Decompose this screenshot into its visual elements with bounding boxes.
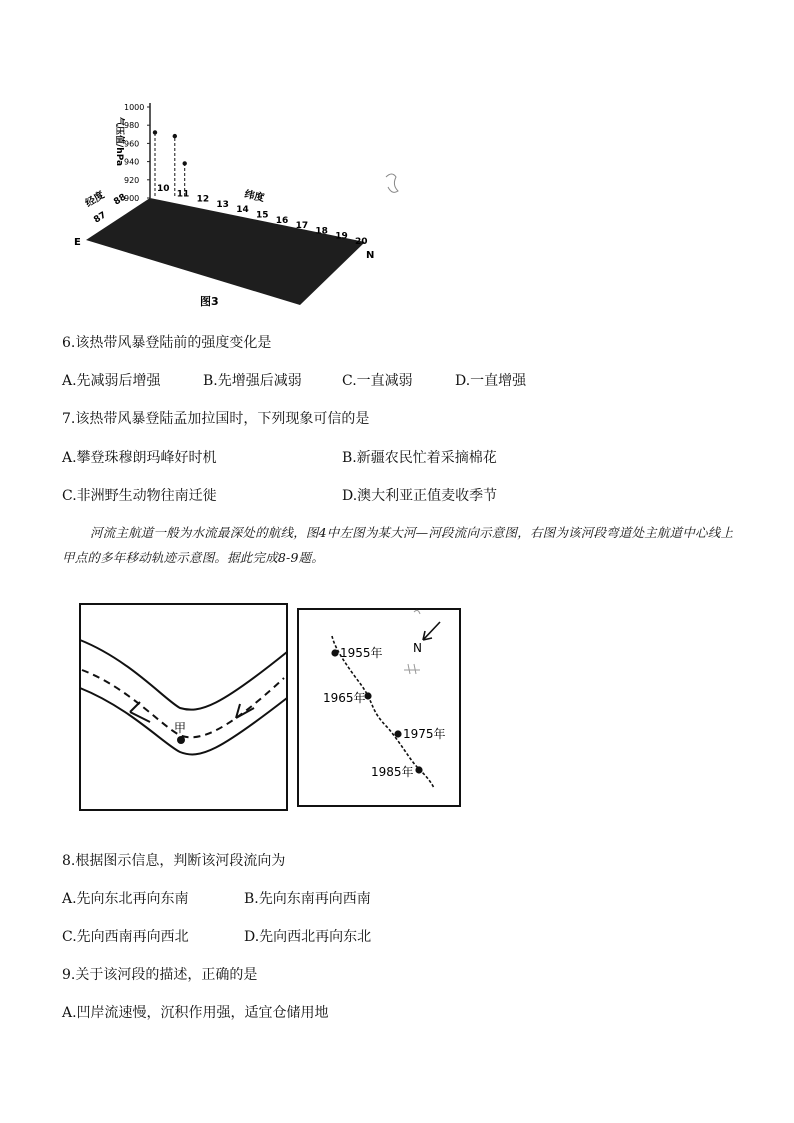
fig3-lat-tick-label: 18 [315,226,328,237]
north-arrow-icon [423,622,440,640]
track-label-1985: 1985年 [371,765,414,779]
pencil-mark [386,174,398,192]
fig3-east-mark: E [74,237,81,248]
fig3-y-tick-label: 960 [124,139,140,149]
track-point-1985 [415,766,422,773]
fig3-base-plane [86,198,365,305]
q6-option-c[interactable]: C.一直减弱 [342,373,413,389]
fig3-lon-tick-87: 87 [92,210,109,226]
fig3-data-point [183,161,187,165]
figure-3 [60,95,400,310]
track-label-1965: 1965年 [323,691,366,705]
q8-option-c[interactable]: C.先向西南再向西北 [62,929,189,945]
fig3-y-tick-label: 1000 [124,103,145,112]
fig3-north-mark: N [366,250,375,261]
fig3-lat-tick-label: 15 [256,210,269,221]
q7-option-a[interactable]: A.攀登珠穆朗玛峰好时机 [62,450,217,466]
fig3-lat-tick-label: 11 [176,189,190,200]
figure-4 [70,590,470,826]
point-jia-marker [177,736,185,744]
q6-option-b[interactable]: B.先增强后减弱 [203,373,302,389]
fig3-lat-tick-label: 10 [157,184,170,194]
fig3-y-tick-label: 980 [124,121,140,131]
fig4-left-panel [80,604,287,810]
q7-option-c[interactable]: C.非洲野生动物往南迁徙 [62,488,217,504]
q8-stem: 8.根据图示信息，判断该河段流向为 [62,853,286,869]
q8-option-b[interactable]: B.先向东南再向西南 [244,891,371,907]
fig3-lat-tick-label: 17 [295,221,309,232]
fig3-lat-tick-label: 12 [196,194,210,205]
fig3-lat-tick-label: 13 [216,199,229,210]
q7-option-d[interactable]: D.澳大利亚正值麦收季节 [342,488,498,504]
fig3-lat-label: 纬度 [243,189,266,205]
fig3-data-point [173,134,177,138]
fig3-lat-tick-label: 14 [236,205,249,216]
track-point-1975 [394,730,401,737]
q6-option-d[interactable]: D.一直增强 [455,373,527,389]
fig3-caption: 图3 [200,295,219,308]
q6-stem: 6.该热带风暴登陆前的强度变化是 [62,335,272,351]
fig3-y-label: 气压值/hPa [114,117,124,167]
fig3-y-tick-label: 940 [124,157,140,167]
q7-option-b[interactable]: B.新疆农民忙着采摘棉花 [342,450,497,466]
track-label-1975: 1975年 [403,727,446,741]
track-point-1955 [331,649,338,656]
fig3-y-tick-label: 920 [124,175,140,185]
track-label-1955: 1955年 [340,646,383,660]
fig3-lat-tick-label: 16 [275,215,289,226]
q8-option-a[interactable]: A.先向东北再向东南 [62,891,189,907]
fig4-intro-paragraph: 河流主航道一般为水流最深处的航线，图4中左图为某大河—河段流向示意图，右图为该河段弯道处主航道中心线上甲点的多年移动轨迹示意图。据此完成8-9题。 [62,525,734,565]
fig3-lat-tick-label: 20 [355,237,368,247]
fig3-lon-label: 经度 [83,189,107,210]
point-jia-label: 甲 [174,721,187,735]
q6-option-a[interactable]: A.先减弱后增强 [62,373,161,389]
fig3-lon-tick-88: 88 [112,192,129,208]
river-bank-upper [80,640,287,710]
q7-stem: 7.该热带风暴登陆孟加拉国时，下列现象可信的是 [62,411,370,427]
north-arrow-label: N [413,641,422,655]
fig3-lat-tick-label: 19 [335,231,348,242]
fig3-data-point [153,130,157,134]
q9-stem: 9.关于该河段的描述，正确的是 [62,967,258,983]
q8-option-d[interactable]: D.先向西北再向东北 [244,929,372,945]
flow-arrow-left-icon [130,702,150,722]
fig3-y-tick-label: 900 [124,194,140,203]
q9-option-a[interactable]: A.凹岸流速慢，沉积作用强，适宜仓储用地 [62,1005,329,1021]
